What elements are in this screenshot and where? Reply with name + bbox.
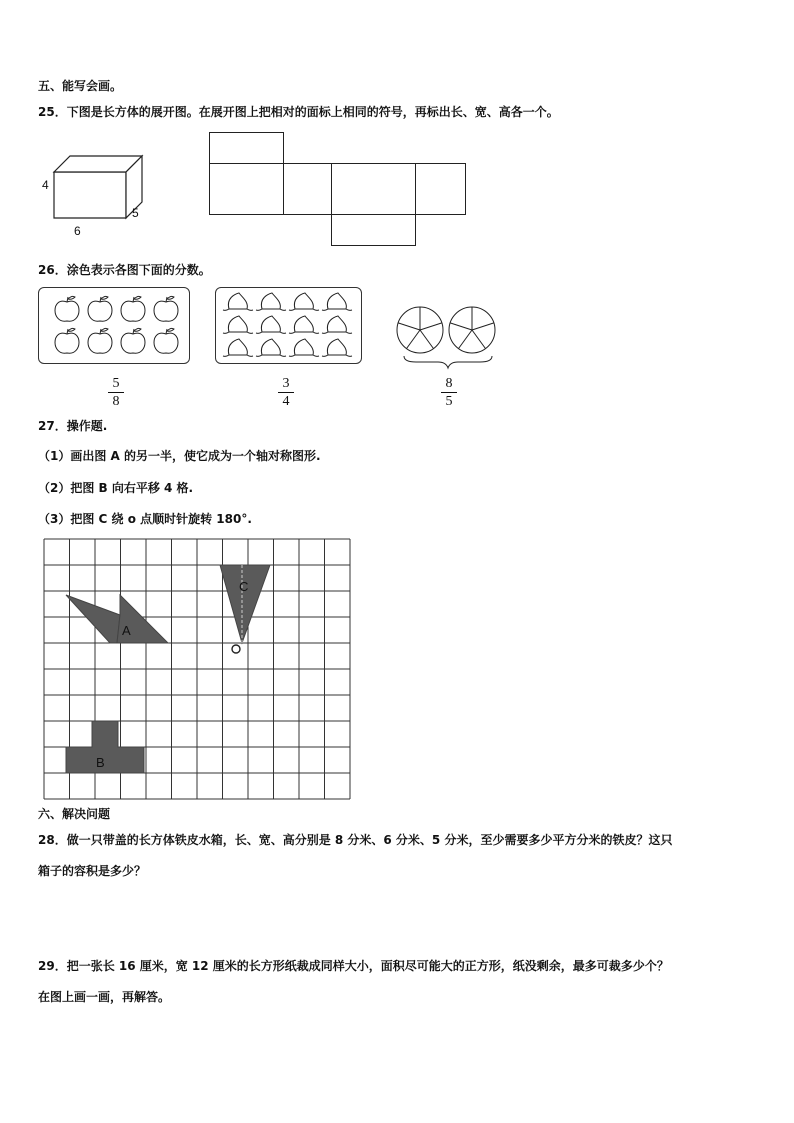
section-6-title: 六、解决问题	[38, 807, 111, 821]
cuboid-height-label: 4	[42, 178, 49, 192]
peach-icon	[322, 293, 352, 310]
section-5-title: 五、能写会画。	[38, 79, 123, 93]
apple-icon	[55, 296, 79, 321]
fraction-peaches	[276, 376, 296, 409]
question-27-title: 27．操作题.	[38, 419, 108, 433]
peach-icon	[223, 339, 253, 356]
peach-icon	[322, 316, 352, 333]
question-27-item-1: （1）画出图 A 的另一半，使它成为一个轴对称图形.	[38, 449, 321, 463]
fraction-circles-denominator: 5	[445, 394, 453, 409]
peaches-box	[215, 287, 362, 364]
cuboid-length-label: 6	[74, 224, 81, 238]
peach-icon	[223, 316, 253, 333]
peach-icon	[256, 293, 286, 310]
shape-c-label: C	[239, 579, 249, 594]
question-27-item-2: （2）把图 B 向右平移 4 格.	[38, 481, 194, 495]
question-26-text: 26．涂色表示各图下面的分数。	[38, 263, 211, 277]
question-27-item-3: （3）把图 C 绕 o 点顺时针旋转 180°.	[38, 512, 252, 526]
peach-icon-group	[216, 288, 361, 363]
question-25-text: 25．下图是长方体的展开图。在展开图上把相对的面标上相同的符号，再标出长、宽、高各一个。	[38, 105, 559, 119]
apple-icon	[121, 296, 145, 321]
circles-figure	[392, 302, 502, 372]
shape-b	[66, 721, 144, 773]
square-grid	[44, 539, 350, 799]
peach-icon	[289, 293, 319, 310]
peach-icon	[256, 339, 286, 356]
fraction-peaches-numerator: 3	[282, 376, 290, 391]
apple-icon	[88, 328, 112, 353]
apple-icon	[154, 328, 178, 353]
fraction-apples-numerator: 5	[112, 376, 120, 391]
shape-a	[66, 595, 120, 643]
apple-icon	[154, 296, 178, 321]
net-face-top	[209, 132, 284, 164]
rotation-center-o	[232, 645, 240, 653]
apple-icon-group	[39, 288, 189, 363]
peach-icon	[256, 316, 286, 333]
peach-icon	[289, 339, 319, 356]
apples-box	[38, 287, 190, 364]
net-face-left	[209, 163, 284, 215]
circle-fifths	[449, 307, 495, 353]
question-28-line-2: 箱子的容积是多少？	[38, 864, 147, 878]
apple-icon	[121, 328, 145, 353]
apple-icon	[88, 296, 112, 321]
peach-icon	[289, 316, 319, 333]
shape-c	[220, 565, 270, 643]
question-29-line-1: 29．把一张长 16 厘米，宽 12 厘米的长方形纸裁成同样大小，面积尽可能大的正方形，纸没剩余，最多可裁多少个？	[38, 959, 669, 973]
apple-icon	[55, 328, 79, 353]
net-face-right	[415, 163, 466, 215]
fraction-circles-numerator: 8	[445, 376, 453, 391]
shape-a-label: A	[122, 623, 131, 638]
question-28-line-1: 28．做一只带盖的长方体铁皮水箱，长、宽、高分别是 8 分米、6 分米、5 分米，至少需要多少平方分米的铁皮？这只	[38, 833, 673, 847]
peach-icon	[322, 339, 352, 356]
net-face-mid	[283, 163, 332, 215]
circle-fifths	[397, 307, 443, 353]
cuboid-figure	[40, 150, 160, 240]
fraction-peaches-denominator: 4	[282, 394, 290, 409]
question-29-line-2: 在图上画一画，再解答。	[38, 990, 171, 1004]
fraction-apples	[106, 376, 126, 409]
cuboid-width-label: 5	[132, 206, 139, 220]
net-face-bottom	[331, 214, 416, 246]
net-face-center	[331, 163, 416, 215]
fraction-apples-denominator: 8	[112, 394, 120, 409]
shape-b-label: B	[96, 755, 105, 770]
fraction-circles	[439, 376, 459, 409]
peach-icon	[223, 293, 253, 310]
